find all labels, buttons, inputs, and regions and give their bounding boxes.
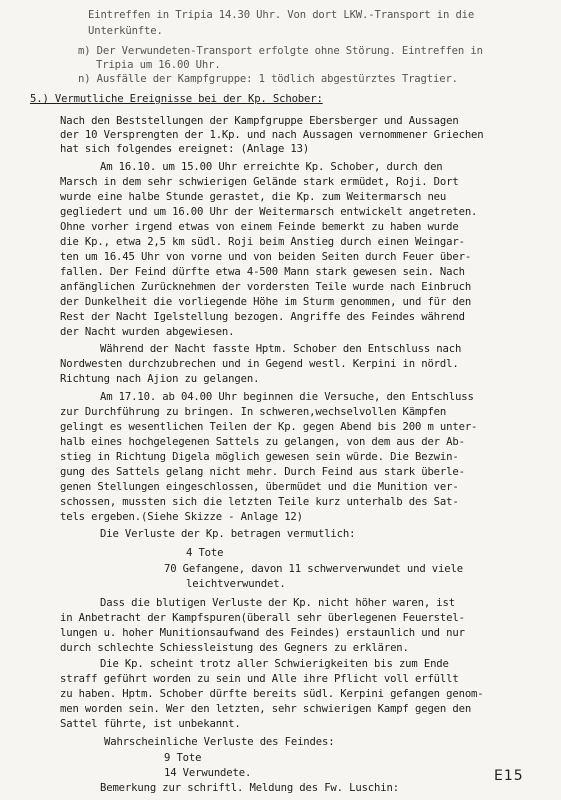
text-line: gegliedert und um 16.00 Uhr der Weitermarsch entwickelt angetreten.: [60, 206, 478, 218]
text-line: der Nacht wurden abgewiesen.: [60, 326, 235, 338]
text-line: anfänglichen Zurücknehmen der vordersten Teile wurde nach Einbruch: [60, 281, 472, 293]
text-line: tels ergeben.(Siehe Skizze - Anlage 12): [60, 511, 303, 523]
text-line: Am 16.10. um 15.00 Uhr erreichte Kp. Schober, durch den: [100, 161, 443, 173]
text-line: Nordwesten durchzubrechen und in Gegend westl. Kerpini in nördl.: [60, 358, 459, 370]
text-line: Rest der Nacht Igelstellung bezogen. Angriffe des Feindes während: [60, 311, 465, 323]
list-item: 14 Verwundete.: [164, 767, 252, 779]
text-line: schossen, mussten sich die letzten Teile kurz unterhalb des Sat-: [60, 496, 459, 508]
text-line: gung des Sattels gelang nicht mehr. Durch Feind aus stark überle-: [60, 466, 465, 478]
list-item: 4 Tote: [186, 547, 224, 559]
text-line: Die Kp. scheint trotz aller Schwierigkeiten bis zum Ende: [100, 658, 449, 670]
text-line: n) Ausfälle der Kampfgruppe: 1 tödlich abgestürztes Tragtier.: [78, 73, 458, 85]
text-line: Bemerkung zur schriftl. Meldung des Fw. Luschin:: [100, 782, 399, 794]
text-line: stieg in Richtung Digela möglich gewesen sein würde. Die Bezwin-: [60, 451, 459, 463]
text-line: men worden sein. Wer den letzten, sehr schwierigen Kampf gegen den: [60, 703, 472, 715]
list-item: 70 Gefangene, davon 11 schwerverwundet und viele: [164, 563, 463, 575]
text-line: Sattel führte, ist unbekannt.: [60, 718, 241, 730]
text-line: hat sich folgendes ereignet: (Anlage 13): [60, 143, 310, 155]
text-line: Während der Nacht fasste Hptm. Schober den Entschluss nach: [100, 343, 462, 355]
text-line: ten um 16.45 Uhr von vorne und von beiden Seiten durch Feuer über-: [60, 251, 472, 263]
text-line: fallen. Der Feind dürfte etwa 4-500 Mann stark gewesen sein. Nach: [60, 266, 465, 278]
text-line: Dass die blutigen Verluste der Kp. nicht höher waren, ist: [100, 597, 455, 609]
text-line: straff geführt worden zu sein und Alle ihre Pflicht voll erfüllt: [60, 673, 459, 685]
text-line: der Dunkelheit die vorliegende Höhe im Sturm genommen, und für den: [60, 296, 472, 308]
text-line: durch schlechte Schiessleistung des Gegners zu erklären.: [60, 642, 409, 654]
list-item: 9 Tote: [164, 752, 202, 764]
text-line: der 10 Versprengten der 1.Kp. und nach Aussagen vernommener Griechen: [60, 129, 484, 141]
text-line: Richtung nach Ajion zu gelangen.: [60, 373, 260, 385]
text-line: genen Stellungen eingeschlossen, übermüdet und die Munition ver-: [60, 481, 459, 493]
text-line: wurde eine halbe Stunde gerastet, die Kp. zum Weitermarsch neu: [60, 191, 447, 203]
text-line: Unterkünfte.: [88, 25, 163, 37]
text-line: Wahrscheinliche Verluste des Feindes:: [104, 736, 335, 748]
text-line: zur Durchführung zu bringen. In schweren,wechselvollen Kämpfen: [60, 406, 447, 418]
text-line: Tripia um 16.00 Uhr.: [96, 59, 221, 71]
text-line: Eintreffen in Tripia 14.30 Uhr. Von dort LKW.-Transport in die: [88, 9, 475, 21]
text-line: Ohne vorher irgend etwas von einem Feinde bemerkt zu haben wurde: [60, 221, 459, 233]
text-line: Nach den Beststellungen der Kampfgruppe Ebersberger und Aussagen: [60, 115, 459, 127]
text-line: Am 17.10. ab 04.00 Uhr beginnen die Versuche, den Entschluss: [100, 391, 474, 403]
section-heading: 5.) Vermutliche Ereignisse bei der Kp. Schober:: [30, 93, 323, 105]
text-line: gelingt es wesentlichen Teilen der Kp. gegen Abend bis 200 m unter-: [60, 421, 478, 433]
text-line: Marsch in dem sehr schwierigen Gelände stark ermüdet, Roji. Dort: [60, 176, 459, 188]
text-line: zu haben. Hptm. Schober dürfte bereits südl. Kerpini gefangen genom-: [60, 688, 484, 700]
text-line: lungen u. hoher Munitionsaufwand des Feindes) erstaunlich und nur: [60, 627, 465, 639]
text-line: Die Verluste der Kp. betragen vermutlich:: [100, 528, 356, 540]
text-line: die Kp., etwa 2,5 km südl. Roji beim Anstieg durch einen Weingar-: [60, 236, 465, 248]
text-line: halb eines hochgelegenen Sattels zu gelangen, von dem aus der Ab-: [60, 436, 465, 448]
list-item: leichtverwundet.: [186, 578, 286, 590]
page-stamp: E15: [494, 768, 524, 784]
text-line: m) Der Verwundeten-Transport erfolgte ohne Störung. Eintreffen in: [78, 45, 483, 57]
text-line: in Anbetracht der Kampfspuren(überall sehr überlegenen Feuerstel-: [60, 612, 465, 624]
